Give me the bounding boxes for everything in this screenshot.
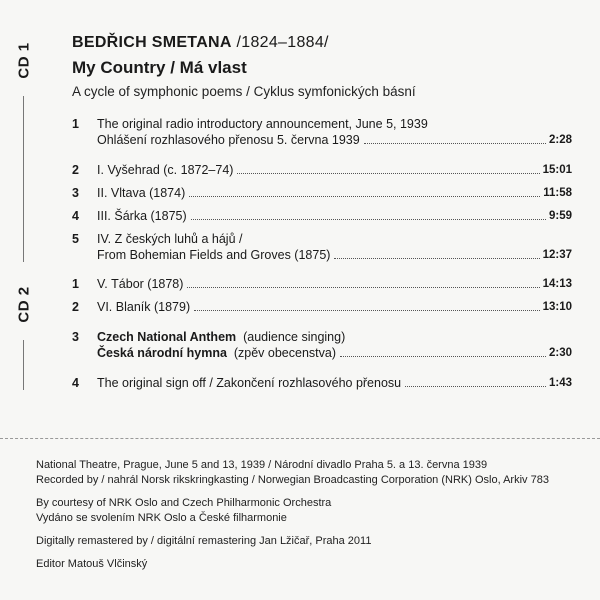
credit-venue: National Theatre, Prague, June 5 and 13, 1939 / Národní divadlo Praha 5. a 13. června 1939 bbox=[36, 459, 488, 471]
leader-dots bbox=[364, 143, 546, 144]
track-row bbox=[72, 299, 572, 315]
composer-name: BEDŘICH SMETANA bbox=[72, 34, 232, 51]
cd2-label bbox=[16, 272, 32, 336]
credit-issued: Vydáno se svolením NRK Oslo a České filharmonie bbox=[36, 512, 287, 524]
track-title: Blaník (1879) bbox=[115, 300, 191, 314]
track-roman: I. bbox=[97, 163, 104, 177]
track-row bbox=[72, 329, 572, 361]
anthem-title-cz: Česká národní hymna bbox=[97, 346, 227, 360]
credit-courtesy: By courtesy of NRK Oslo and Czech Philharmonic Orchestra bbox=[36, 497, 332, 509]
leader-dots bbox=[191, 219, 546, 220]
track-roman: III. bbox=[97, 209, 111, 223]
cd1-divider bbox=[23, 96, 24, 262]
track-duration: 2:30 bbox=[548, 347, 572, 359]
track-title: Šárka (1875) bbox=[114, 209, 187, 223]
track-row bbox=[72, 375, 572, 391]
cd2-divider bbox=[23, 340, 24, 390]
track-duration: 11:58 bbox=[543, 187, 572, 199]
credit-recorded: Recorded by / nahrál Norsk rikskringkasting / Norwegian Broadcasting Corporation (NRK) Oslo, Arkiv 783 bbox=[36, 474, 549, 486]
track-row bbox=[72, 185, 572, 201]
track-roman: II. bbox=[97, 186, 108, 200]
track-number: 4 bbox=[72, 376, 79, 390]
cd2-tracklist bbox=[72, 276, 572, 391]
leader-dots bbox=[187, 287, 539, 288]
track-row bbox=[72, 276, 572, 292]
credits-block bbox=[36, 458, 584, 572]
work-subtitle: A cycle of symphonic poems / Cyklus symfonických básní bbox=[72, 84, 416, 99]
track-row bbox=[72, 162, 572, 178]
track-duration: 15:01 bbox=[542, 164, 572, 176]
composer-line bbox=[72, 34, 580, 52]
track-number: 3 bbox=[72, 186, 79, 200]
dashed-separator bbox=[0, 438, 600, 439]
track-number: 5 bbox=[72, 232, 79, 246]
track-number: 4 bbox=[72, 209, 79, 223]
album-header bbox=[72, 34, 580, 99]
leader-dots bbox=[340, 356, 546, 357]
track-number: 2 bbox=[72, 163, 79, 177]
track-duration: 14:13 bbox=[542, 278, 572, 290]
anthem-note: (audience singing) bbox=[236, 330, 346, 344]
leader-dots bbox=[334, 258, 539, 259]
composer-years: /1824–1884/ bbox=[236, 34, 329, 51]
track-title: Z českých luhů a hájů / bbox=[114, 232, 243, 246]
track-number: 2 bbox=[72, 300, 79, 314]
track-title: Vyšehrad (c. 1872–74) bbox=[107, 163, 234, 177]
track-duration: 2:28 bbox=[548, 134, 572, 146]
track-number: 1 bbox=[72, 277, 79, 291]
track-roman: IV. bbox=[97, 232, 112, 246]
track-title: Vltava (1874) bbox=[110, 186, 186, 200]
track-number: 3 bbox=[72, 330, 79, 344]
cd1-label-text: CD 1 bbox=[15, 41, 33, 79]
track-title: The original radio introductory announcement, June 5, 1939 bbox=[97, 117, 428, 131]
track-duration: 12:37 bbox=[542, 249, 572, 261]
cd1-tracklist bbox=[72, 116, 572, 263]
cd2-label-text: CD 2 bbox=[15, 285, 33, 323]
track-roman: V. bbox=[97, 277, 108, 291]
track-row bbox=[72, 116, 572, 148]
anthem-title: Czech National Anthem bbox=[97, 330, 237, 344]
track-row bbox=[72, 231, 572, 263]
track-duration: 1:43 bbox=[548, 377, 572, 389]
leader-dots bbox=[237, 173, 539, 174]
credit-remastered: Digitally remastered by / digitální remastering Jan Lžičař, Praha 2011 bbox=[36, 535, 372, 547]
track-title-line2: From Bohemian Fields and Groves (1875) bbox=[97, 248, 331, 262]
track-number: 1 bbox=[72, 117, 79, 131]
work-title: My Country / Má vlast bbox=[72, 58, 247, 77]
track-row bbox=[72, 208, 572, 224]
leader-dots bbox=[194, 310, 539, 311]
leader-dots bbox=[189, 196, 540, 197]
anthem-note-cz: (zpěv obecenstva) bbox=[226, 346, 336, 360]
credit-editor: Editor Matouš Vlčinský bbox=[36, 558, 148, 570]
track-title: Tábor (1878) bbox=[111, 277, 184, 291]
track-title: The original sign off / Zakončení rozhlasového přenosu bbox=[97, 376, 402, 390]
track-title-line2: Ohlášení rozhlasového přenosu 5. června 1939 bbox=[97, 133, 360, 147]
track-duration: 9:59 bbox=[548, 210, 572, 222]
leader-dots bbox=[405, 386, 546, 387]
track-roman: VI. bbox=[97, 300, 113, 314]
cd1-label bbox=[16, 28, 32, 92]
track-duration: 13:10 bbox=[542, 301, 572, 313]
